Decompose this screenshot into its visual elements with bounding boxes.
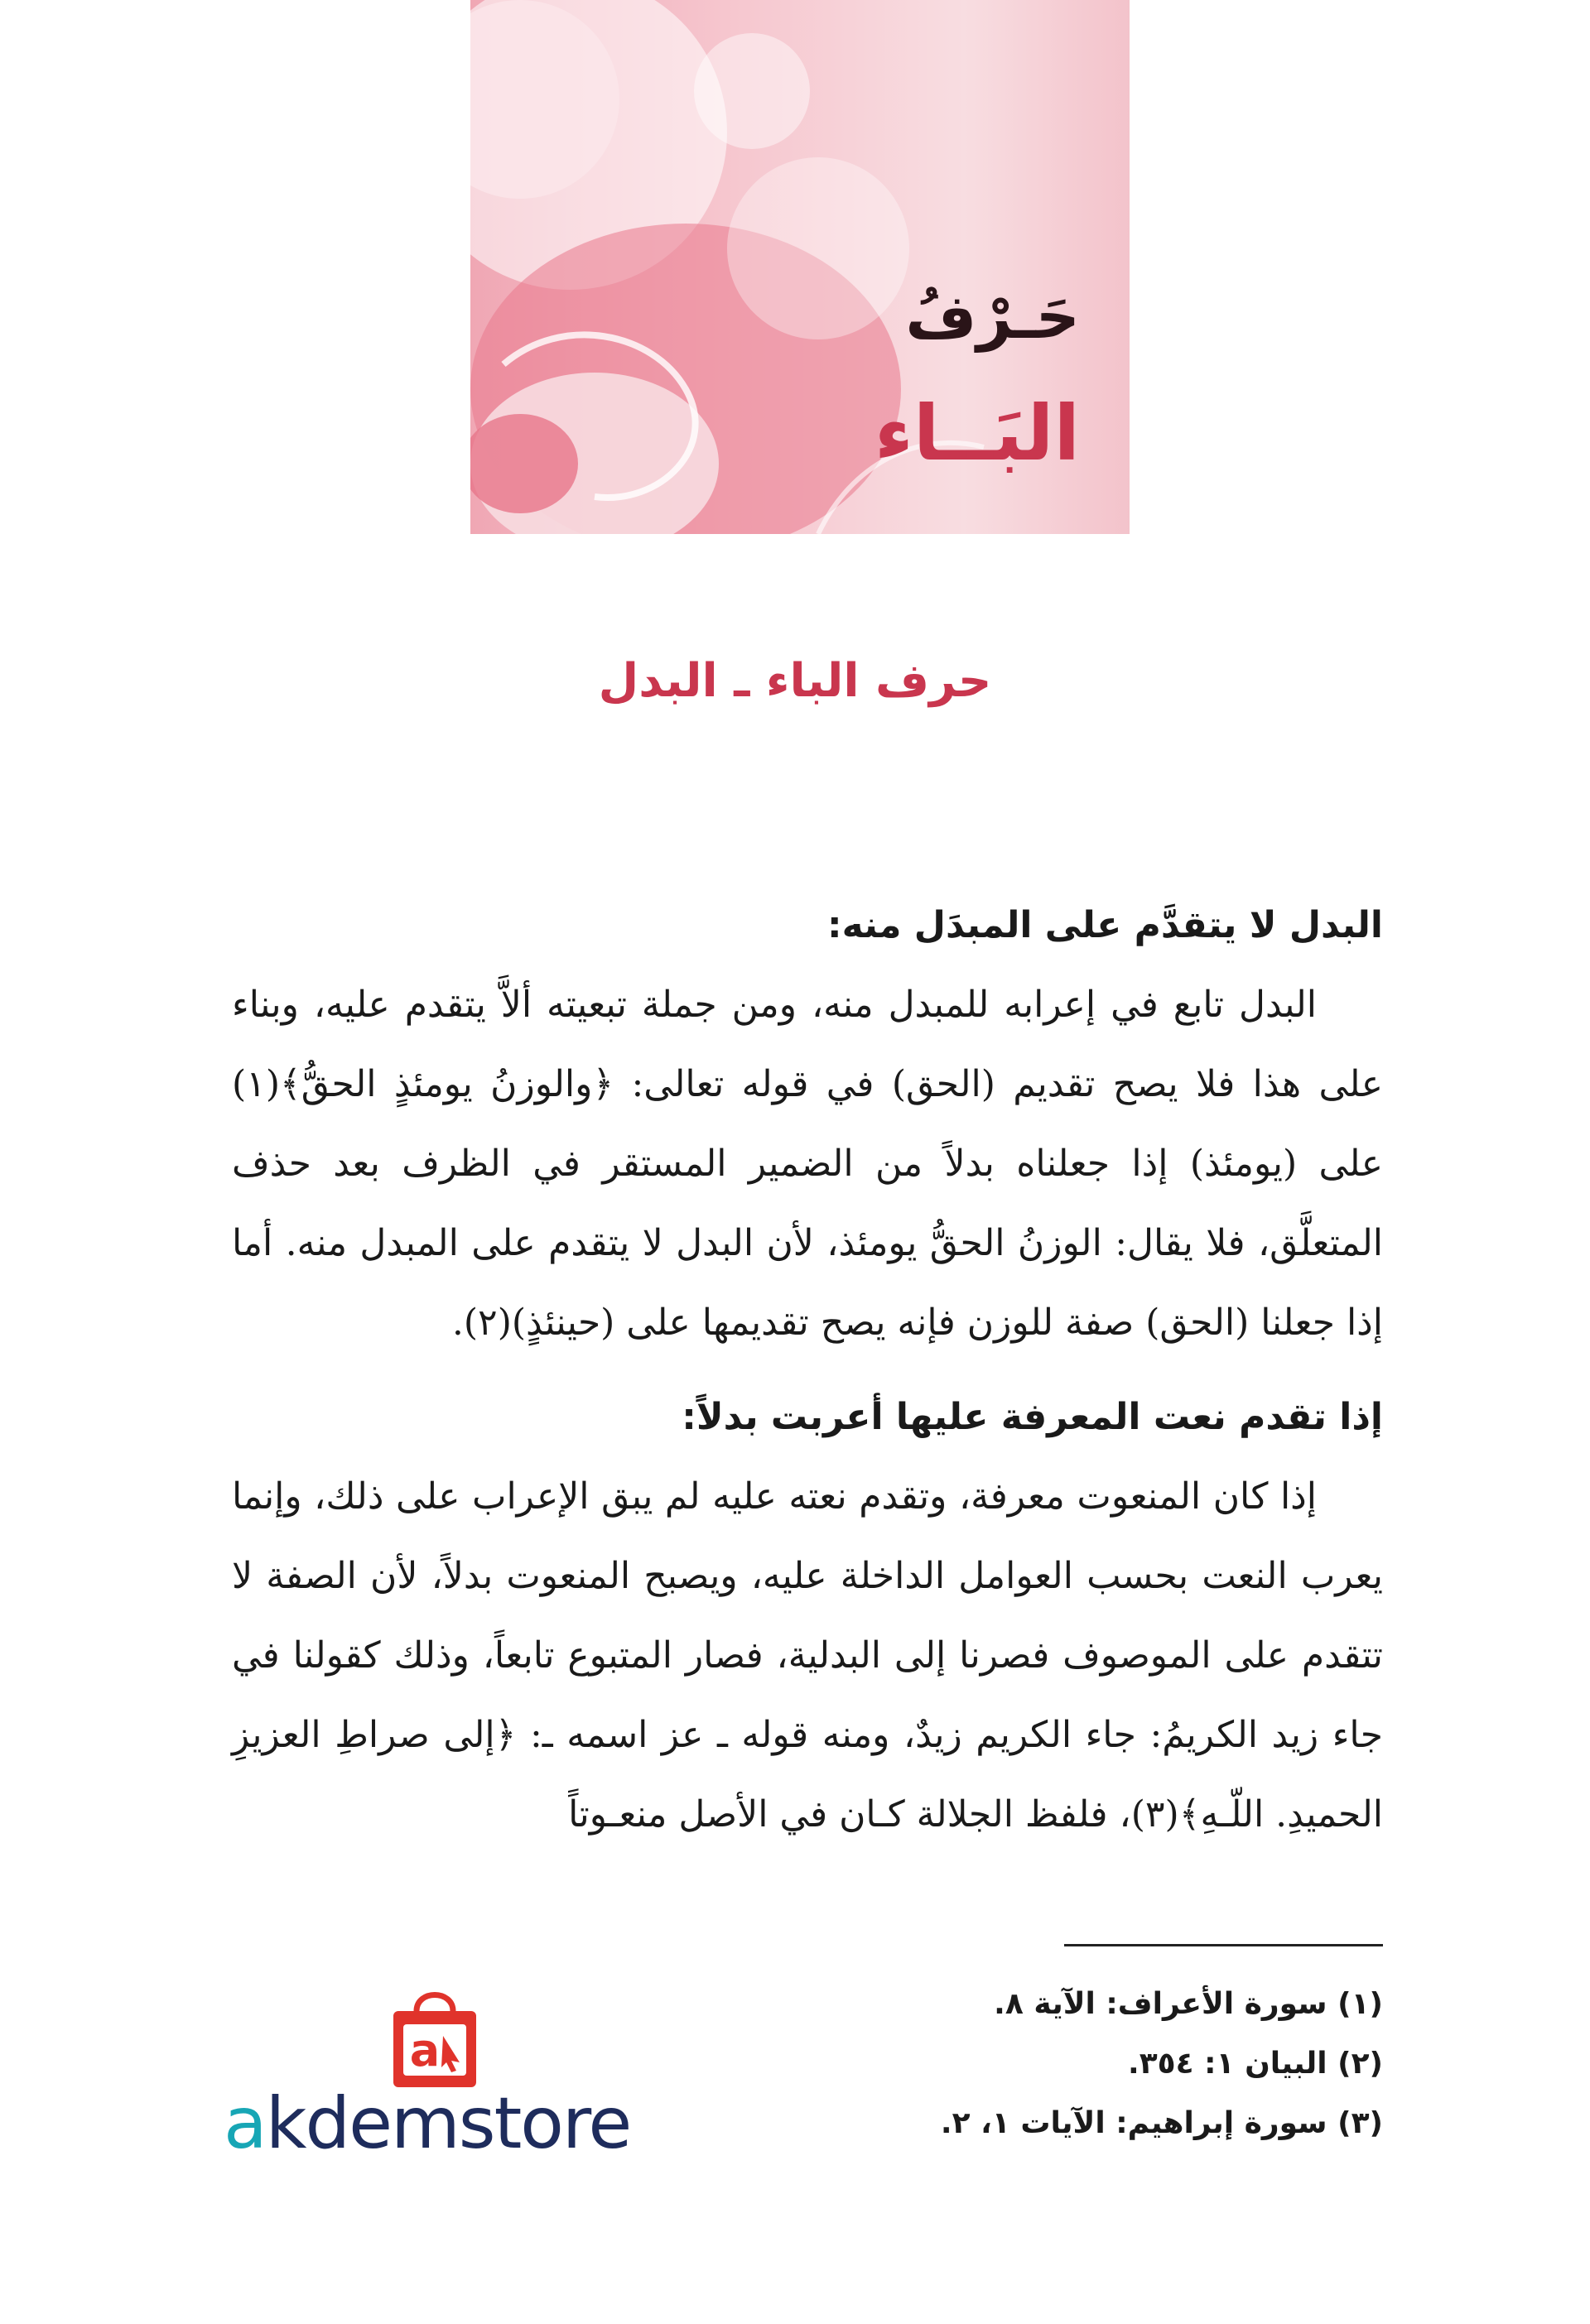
footnote-divider — [1064, 1944, 1383, 1946]
section-heading: البدل لا يتقدَّم على المبدَل منه: — [827, 904, 1383, 946]
section-heading: إذا تقدم نعت المعرفة عليها أعربت بدلاً: — [682, 1396, 1383, 1438]
section-paragraph: البدل تابع في إعرابه للمبدل منه، ومن جملة تبعيته ألاَّ يتقدم عليه، وبناء على هذا فلا يصح تقديم (الحق) في قوله تعالى: ﴿والوزنُ يومئذٍ الحقُّ﴾(١) على (يومئذ) إذا جعلناه بدلاً من الضمير المستقر في الظرف بعد حذف المتعلَّق، فلا يقال: الوزنُ الحقُّ يومئذ، لأن البدل لا يتقدم على المبدل منه. أما إذا جعلنا (الحق) صفة للوزن فإنه يصح تقديمها على (حينئذٍ)(٢). — [232, 984, 1383, 1344]
logo-text-prefix: a — [224, 2082, 266, 2165]
akdemstore-logo — [224, 1983, 654, 2165]
page-title: حرف الباء ـ البدل — [598, 654, 992, 708]
chapter-header-panel — [470, 0, 1130, 534]
logo-text-rest: kdemstore — [265, 2082, 631, 2165]
footnote-item: (٣) سورة إبراهيم: الآيات ١، ٢. — [940, 2106, 1383, 2140]
main-text — [232, 886, 1383, 1869]
section-paragraph: إذا كان المنعوت معرفة، وتقدم نعته عليه لم يبق الإعراب على ذلك، وإنما يعرب النعت بحسب العوامل الداخلة عليه، ويصبح المنعوت بدلاً، لأن الصفة لا تتقدم على الموصوف فصرنا إلى البدلية، فصار المتبوع تابعاً، وذلك كقولنا في جاء زيد الكريمُ: جاء الكريم زيدٌ، ومنه قوله ـ عز اسمه ـ: ﴿إلى صراطِ العزيزِ الحميدِ. اللّـهِ﴾(٣)، فلفظ الجلالة كـان في الأصل منعـوتاً — [232, 1475, 1383, 1836]
footnotes — [795, 1975, 1383, 2153]
logo-bag-letter: a — [409, 2024, 441, 2076]
chapter-name: البَــاء — [874, 389, 1080, 478]
shopping-bag-icon — [385, 1983, 484, 2091]
logo-wordmark — [224, 2082, 654, 2165]
footnote-item: (١) سورة الأعراف: الآية ٨. — [994, 1987, 1383, 2021]
chapter-label: حَـرْفُ — [905, 281, 1080, 353]
footnote-item: (٢) البيان ١: ٣٥٤. — [1128, 2047, 1383, 2081]
